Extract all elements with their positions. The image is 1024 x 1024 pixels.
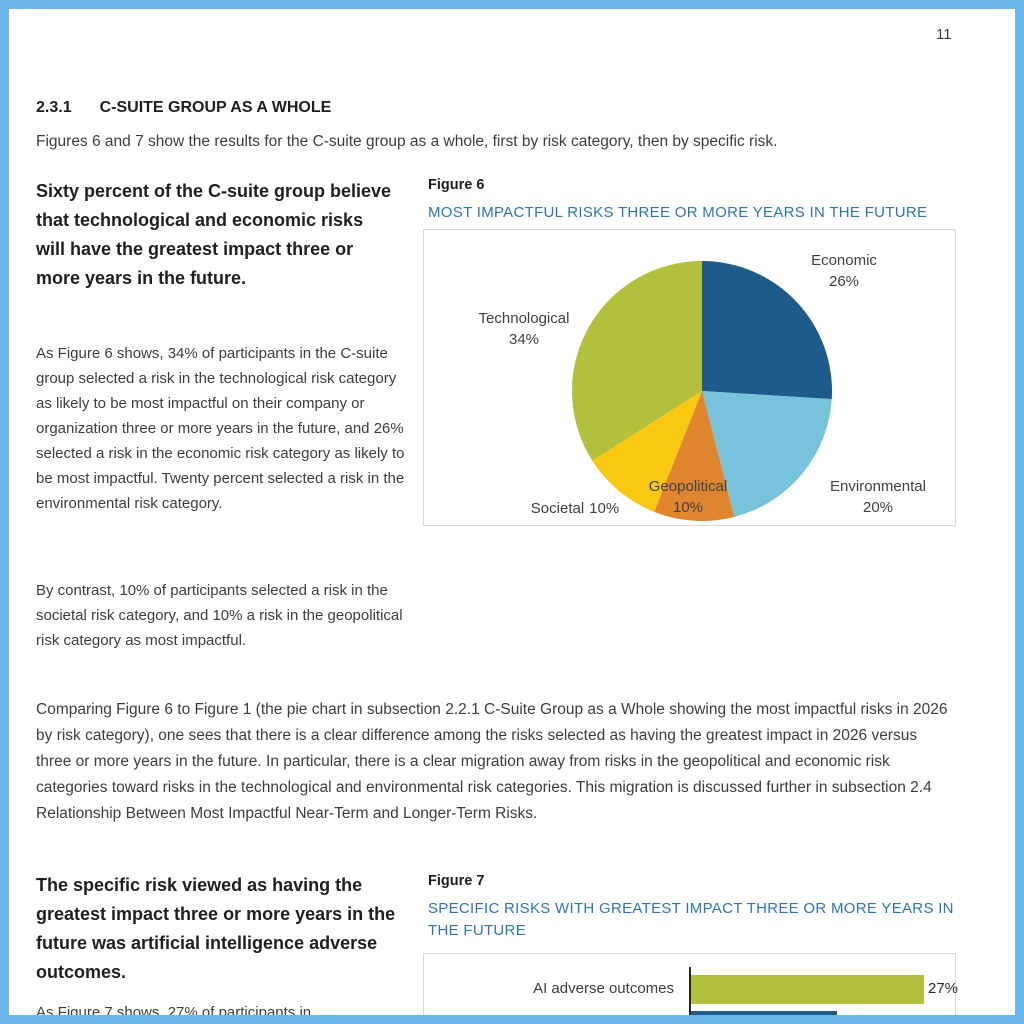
body-paragraph-1: As Figure 6 shows, 34% of participants in the C-suite group selected a risk in the technological risk category as likely to be most impactful on their company or organization three or more years in the future, and 26% selected a risk in the economic risk category as likely to be most impactful. Twenty percent selected a risk in the environmental risk category.	[36, 345, 405, 512]
section-intro-paragraph: Figures 6 and 7 show the results for the C-suite group as a whole, first by risk category, then by specific risk.	[36, 133, 778, 150]
figure6-title: MOST IMPACTFUL RISKS THREE OR MORE YEARS IN THE FUTURE	[428, 204, 928, 221]
figure7-title: SPECIFIC RISKS WITH GREATEST IMPACT THREE OR MORE YEARS IN THE FUTURE	[428, 900, 954, 939]
body-paragraph-3-truncated: As Figure 7 shows, 27% of participants in	[36, 1004, 312, 1021]
bar-category-label: AI adverse outcomes	[533, 980, 674, 997]
callout-paragraph-2: The specific risk viewed as having the greatest impact three or more years in the future was artificial intelligence adverse outcomes.	[36, 875, 396, 982]
pie-label-environmental: Environmental 20%	[830, 478, 926, 516]
pie-label-technological: Technological 34%	[478, 310, 570, 348]
page-number: 11	[936, 26, 952, 43]
body-paragraph-2: By contrast, 10% of participants selected a risk in the societal risk category, and 10% a risk in the geopolitical risk category as most impactful.	[36, 582, 403, 649]
bar-value-label: 27%	[928, 980, 959, 997]
callout-paragraph-1: Sixty percent of the C-suite group believe that technological and economic risks will have the greatest impact three or more years in the future.	[36, 181, 392, 288]
bar-ai-adverse-outcomes	[691, 975, 924, 1004]
figure6-label: Figure 6	[428, 177, 485, 193]
pie-label-economic: Economic 26%	[811, 252, 877, 290]
section-heading-title: C-SUITE GROUP AS A WHOLE	[99, 99, 332, 116]
section-heading	[36, 99, 331, 117]
figure7-label: Figure 7	[428, 873, 485, 889]
comparison-paragraph: Comparing Figure 6 to Figure 1 (the pie chart in subsection 2.2.1 C-Suite Group as a Whole showing the most impactful risks in 2026 by risk category), one sees that there is a clear difference among the risks selected as having the greatest impact in 2026 versus three or more years in the future. In particular, there is a clear migration away from risks in the geopolitical and economic risk categories toward risks in the technological and environmental risk categories. This migration is discussed further in subsection 2.4 Relationship Between Most Impactful Near-Term and Longer-Term Risks.	[36, 701, 948, 822]
pie-label-societal: Societal 10%	[530, 500, 620, 517]
section-heading-number: 2.3.1	[36, 99, 72, 116]
figure6-pie-chart	[423, 229, 956, 526]
bar-next-row-truncated	[691, 1011, 837, 1024]
figure7-bar-chart	[423, 953, 959, 1024]
pie-label-geopolitical: Geopolitical 10%	[648, 478, 728, 516]
